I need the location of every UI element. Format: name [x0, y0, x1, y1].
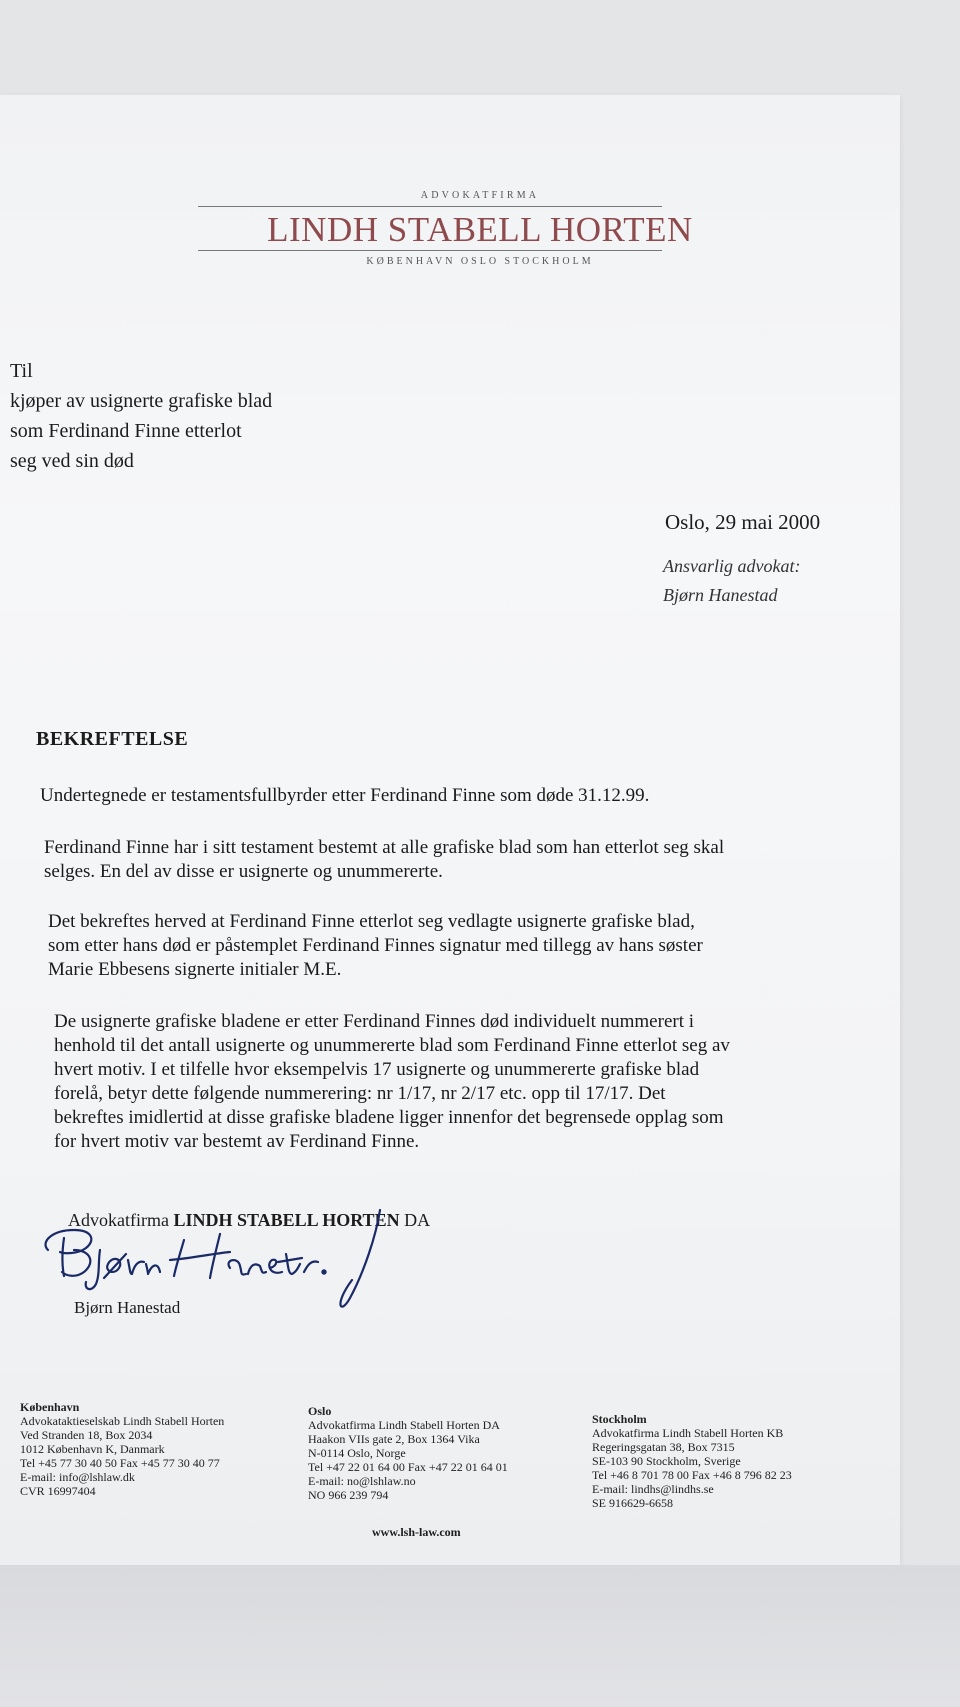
paragraph-3 — [48, 910, 703, 982]
paragraph-line: selges. En del av disse er usignerte og unummererte. — [44, 861, 443, 882]
footer-line: Tel +47 22 01 64 00 Fax +47 22 01 64 01 — [308, 1460, 508, 1474]
footer-website: www.lsh-law.com — [372, 1525, 461, 1539]
recipient-line: Til — [10, 360, 33, 382]
letterhead-firm-name: LINDH STABELL HORTEN — [267, 210, 693, 249]
footer-line: Advokataktieselskab Lindh Stabell Horten — [20, 1414, 225, 1428]
responsible-lawyer-label: Ansvarlig advokat: — [663, 556, 801, 576]
footer-line: Tel +45 77 30 40 50 Fax +45 77 30 40 77 — [20, 1456, 220, 1470]
signoff-suffix: DA — [404, 1210, 431, 1230]
footer-line: CVR 16997404 — [20, 1484, 96, 1498]
footer-line: SE-103 90 Stockholm, Sverige — [592, 1454, 741, 1468]
signoff-firm-name: LINDH STABELL HORTEN — [173, 1210, 400, 1230]
footer-line: NO 966 239 794 — [308, 1488, 389, 1502]
recipient-line: kjøper av usignerte grafiske blad — [10, 390, 273, 412]
footer-line: Advokatfirma Lindh Stabell Horten DA — [308, 1418, 500, 1432]
letter-date: Oslo, 29 mai 2000 — [665, 510, 821, 534]
letter-heading: BEKREFTELSE — [36, 728, 189, 750]
footer-line: E-mail: no@lshlaw.no — [308, 1474, 416, 1488]
paragraph-2 — [44, 836, 724, 884]
letterhead-rule-bottom — [198, 250, 662, 251]
paragraph-1 — [40, 784, 649, 808]
footer-line: N-0114 Oslo, Norge — [308, 1446, 406, 1460]
footer-line: Advokatfirma Lindh Stabell Horten KB — [592, 1426, 784, 1440]
paragraph-line: hvert motiv. I et tilfelle hvor eksempelvis 17 usignerte og unummererte grafiske blad — [54, 1059, 700, 1080]
footer-office-stockholm — [592, 1412, 792, 1510]
footer-line: E-mail: info@lshlaw.dk — [20, 1470, 135, 1484]
footer-line: Regeringsgatan 38, Box 7315 — [592, 1440, 735, 1454]
footer-line: SE 916629-6658 — [592, 1496, 673, 1510]
paragraph-line: bekreftes imidlertid at disse grafiske bladene ligger innenfor det begrensede opplag som — [54, 1107, 724, 1128]
footer-line: E-mail: lindhs@lindhs.se — [592, 1482, 714, 1496]
paragraph-line: som etter hans død er påstemplet Ferdinand Finnes signatur med tillegg av hans søster — [48, 935, 703, 956]
letterhead-cities: KØBENHAVN OSLO STOCKHOLM — [366, 256, 594, 267]
handwritten-signature — [34, 1180, 394, 1310]
paragraph-line: De usignerte grafiske bladene er etter Ferdinand Finnes død individuelt nummerert i — [54, 1011, 695, 1032]
footer-office-title: Oslo — [308, 1404, 332, 1418]
footer-office-kobenhavn — [20, 1400, 224, 1498]
footer-line: Haakon VIIs gate 2, Box 1364 Vika — [308, 1432, 480, 1446]
paragraph-line: Det bekreftes herved at Ferdinand Finne etterlot seg vedlagte usignerte grafiske blad, — [48, 911, 695, 932]
footer-line: Ved Stranden 18, Box 2034 — [20, 1428, 153, 1442]
paragraph-line: henhold til det antall usignerte og unummererte blad som Ferdinand Finne etterlot seg av — [54, 1035, 730, 1056]
letterhead-rule-top — [198, 206, 662, 207]
paragraph-line: for hvert motiv var bestemt av Ferdinand Finne. — [54, 1131, 420, 1152]
recipient-line: seg ved sin død — [10, 450, 134, 472]
footer-office-title: København — [20, 1400, 80, 1414]
paragraph-line: Marie Ebbesens signerte initialer M.E. — [48, 959, 342, 980]
paper-sheet — [0, 95, 900, 1565]
background-surface — [0, 1565, 960, 1707]
paragraph-line: Ferdinand Finne har i sitt testament bestemt at alle grafiske blad som han etterlot seg skal — [44, 837, 725, 858]
footer-office-oslo — [308, 1404, 508, 1502]
letterhead-prefix: ADVOKATFIRMA — [420, 190, 540, 201]
footer-line: 1012 København K, Danmark — [20, 1442, 165, 1456]
signatory-name: Bjørn Hanestad — [74, 1298, 181, 1317]
recipient-line: som Ferdinand Finne etterlot — [10, 420, 242, 442]
paragraph-line: forelå, betyr dette følgende nummerering: nr 1/17, nr 2/17 etc. opp til 17/17. Det — [54, 1083, 666, 1104]
footer-office-title: Stockholm — [592, 1412, 647, 1426]
paragraph-4 — [54, 1010, 730, 1154]
responsible-lawyer-name: Bjørn Hanestad — [663, 585, 778, 605]
paragraph-line: Undertegnede er testamentsfullbyrder etter Ferdinand Finne som døde 31.12.99. — [40, 785, 650, 806]
footer-line: Tel +46 8 701 78 00 Fax +46 8 796 82 23 — [592, 1468, 792, 1482]
signoff-prefix: Advokatfirma — [68, 1210, 169, 1230]
